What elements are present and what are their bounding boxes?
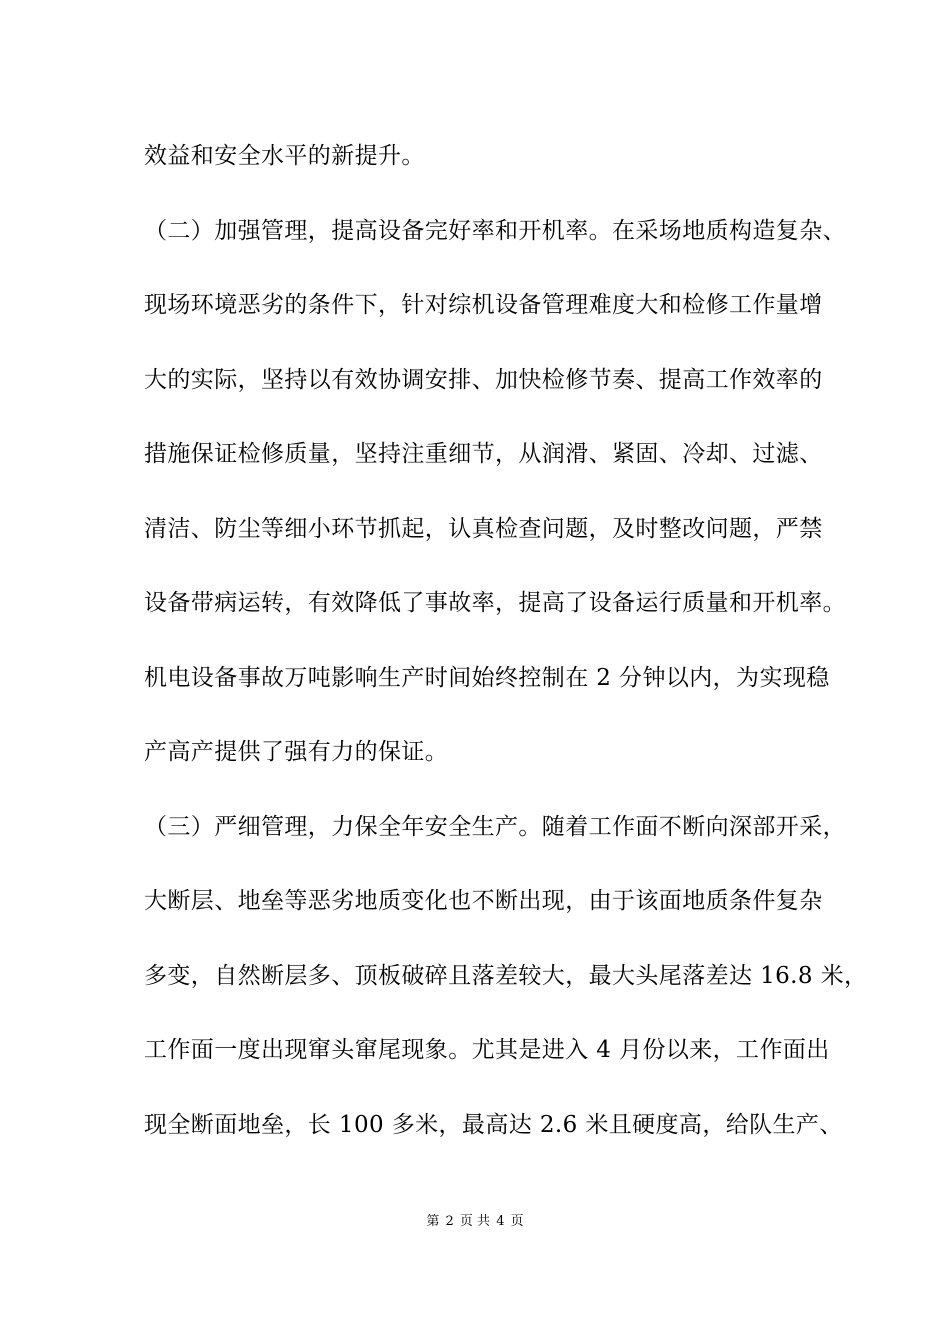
body-text (144, 131, 868, 1174)
text-line: （三）严细管理，力保全年安全生产。随着工作面不断向深部开采， (144, 813, 846, 840)
text-line: 多变，自然断层多、顶板破碎且落差较大，最大头尾落差达 16.8 米， (144, 962, 868, 989)
page-footer (0, 1212, 950, 1232)
text-line: 现全断面地垒，长 100 多米，最高达 2.6 米且硬度高，给队生产、 (144, 1111, 843, 1138)
text-line: 大的实际，坚持以有效协调安排、加快检修节奏、提高工作效率的 (144, 366, 823, 393)
text-line: 机电设备事故万吨影响生产时间始终控制在 2 分钟以内，为实现稳 (144, 664, 830, 691)
total-pages-number: 4 (496, 1214, 505, 1229)
page-label-suffix: 页 (510, 1214, 524, 1229)
text-line: 清洁、防尘等细小环节抓起，认真检查问题，及时整改问题，严禁 (144, 515, 823, 542)
text-line: 产高产提供了强有力的保证。 (144, 739, 449, 765)
text-line: 大断层、地垒等恶劣地质变化也不断出现，由于该面地质条件复杂 (144, 888, 823, 914)
page-label-mid: 页 共 (459, 1214, 491, 1229)
text-line: 措施保证检修质量，坚持注重细节，从润滑、紧固、冷却、过滤、 (144, 441, 823, 467)
text-line: 效益和安全水平的新提升。 (144, 143, 425, 169)
text-line: 工作面一度出现窜头窜尾现象。尤其是进入 4 月份以来，工作面出 (144, 1037, 830, 1063)
text-line: （二）加强管理，提高设备完好率和开机率。在采场地质构造复杂、 (144, 217, 846, 244)
text-line: 现场环境恶劣的条件下，针对综机设备管理难度大和检修工作量增 (144, 292, 823, 318)
text-line: 设备带病运转，有效降低了事故率，提高了设备运行质量和开机率。 (144, 590, 846, 616)
current-page-number: 2 (445, 1214, 454, 1229)
page-label-prefix: 第 (426, 1214, 440, 1229)
